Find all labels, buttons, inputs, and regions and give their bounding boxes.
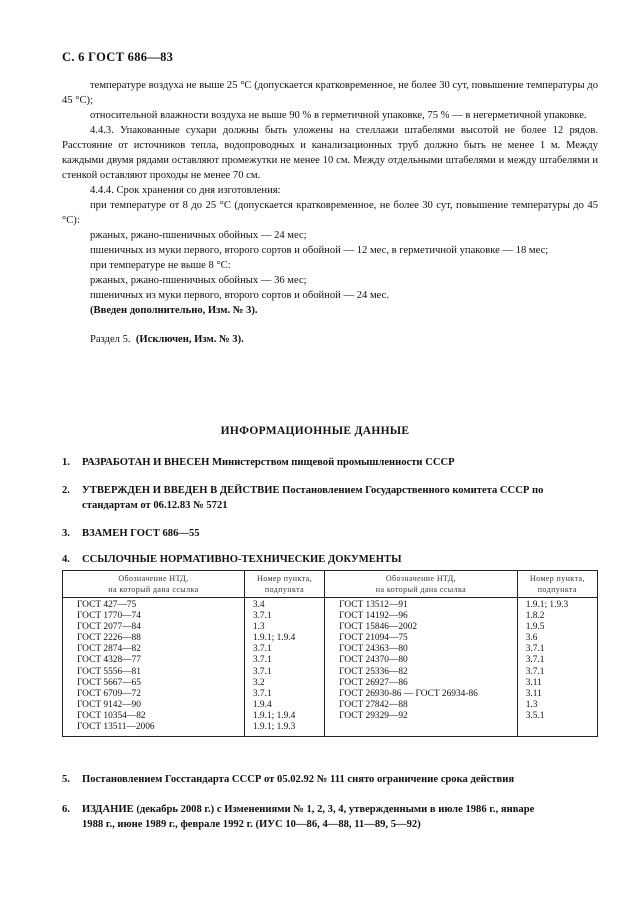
point-cell: 3.11 bbox=[517, 689, 597, 700]
ntd-cell: ГОСТ 1770—74 bbox=[77, 611, 141, 622]
item-number: 1. bbox=[62, 457, 70, 468]
ntd-cell: ГОСТ 29329—92 bbox=[325, 711, 518, 722]
storage-text bbox=[62, 78, 598, 347]
point-cell: 1.9.5 bbox=[517, 622, 597, 633]
table-row bbox=[63, 722, 598, 737]
ntd-cell: ГОСТ 5556—81 bbox=[77, 666, 141, 677]
ntd-cell: ГОСТ 2874—82 bbox=[77, 644, 141, 655]
paragraph: при температуре не выше 8 °С: bbox=[90, 260, 231, 271]
section5-line bbox=[62, 332, 598, 347]
item-continuation: 1988 г., июне 1989 г., феврале 1992 г. (ИУС 10—86, 4—88, 11—89, 5—92) bbox=[82, 819, 421, 830]
item-lead: ИЗДАНИЕ (декабрь 2008 г.) с Изменениями № 1, 2, 3, 4, утвержденными в июле 1986 г., январе bbox=[82, 804, 535, 815]
point-cell: 3.7.1 bbox=[517, 667, 597, 678]
item-lead: РАЗРАБОТАН И ВНЕСЕН bbox=[82, 457, 210, 468]
ntd-cell: ГОСТ 2226—88 bbox=[77, 633, 141, 644]
table-row bbox=[63, 655, 598, 666]
ntd-cell: ГОСТ 26927—86 bbox=[325, 678, 518, 689]
section5-note: (Исключен, Изм. № 3). bbox=[135, 334, 244, 345]
paragraph: 4.4.4. Срок хранения со дня изготовления: bbox=[90, 185, 281, 196]
table-row bbox=[63, 711, 598, 722]
point-cell: 3.7.1 bbox=[244, 655, 324, 666]
paragraph: пшеничных из муки первого, второго сортов и обойной — 24 мес. bbox=[90, 290, 389, 301]
item-number: 4. bbox=[62, 554, 70, 565]
ntd-cell: ГОСТ 9142—90 bbox=[77, 699, 141, 710]
paragraph: пшеничных из муки первого, второго сортов и обойной — 12 мес, в герметичной упаковке — 18 мес; bbox=[90, 245, 549, 256]
item-lead: Постановлением Госстандарта СССР от 05.02.92 № 111 снято ограничение срока действия bbox=[82, 774, 515, 785]
table-row bbox=[63, 700, 598, 711]
paragraph: 4.4.3. Упакованные сухари должны быть уложены на стеллажи штабелями высотой не более 12 рядов. Расстояние от источников тепла, водопроводных и канализационных труб должно быть не менее 1 м. Между каждыми двумя рядами оставляют промежутки не менее 10 см. Между отдельными штабелями и между штабелями и стенкой оставляют проходы не менее 70 см. bbox=[62, 125, 598, 181]
paragraph: при температуре от 8 до 25 °С (допускается кратковременное, не более 30 сут, повышение температуры до 45 °С): bbox=[62, 200, 598, 226]
ntd-cell: ГОСТ 25336—82 bbox=[325, 667, 518, 678]
ntd-cell: ГОСТ 6709—72 bbox=[77, 688, 141, 699]
reference-table bbox=[62, 570, 598, 737]
table-row bbox=[63, 667, 598, 678]
point-cell: 1.9.1; 1.9.4 bbox=[244, 633, 324, 644]
col-header-point: Номер пункта, подпункта bbox=[517, 571, 597, 598]
item-continuation: стандартам от 06.12.83 № 5721 bbox=[82, 500, 228, 511]
point-cell: 3.5.1 bbox=[517, 711, 597, 722]
paragraph: относительной влажности воздуха не выше 90 % в герметичной упаковке, 75 % — в негерметичной упаковке. bbox=[90, 110, 587, 121]
table-row bbox=[63, 598, 598, 612]
table-row bbox=[63, 622, 598, 633]
ntd-cell: ГОСТ 27842—88 bbox=[325, 700, 518, 711]
point-cell: 3.7.1 bbox=[244, 689, 324, 700]
paragraph: ржаных, ржано-пшеничных обойных — 36 мес; bbox=[90, 275, 307, 286]
point-cell: 3.7.1 bbox=[244, 644, 324, 655]
point-cell bbox=[517, 722, 597, 737]
table-row bbox=[63, 633, 598, 644]
item-lead: ССЫЛОЧНЫЕ НОРМАТИВНО-ТЕХНИЧЕСКИЕ ДОКУМЕНТЫ bbox=[82, 554, 402, 565]
ntd-cell: ГОСТ 24363—80 bbox=[325, 644, 518, 655]
point-cell: 1.8.2 bbox=[517, 611, 597, 622]
ntd-cell: ГОСТ 15846—2002 bbox=[325, 622, 518, 633]
info-item-5 bbox=[62, 772, 602, 787]
col-header-ntd: Обозначение НТД, на который дана ссылка bbox=[325, 571, 518, 598]
ntd-cell: ГОСТ 24370—80 bbox=[325, 655, 518, 666]
table-row bbox=[63, 689, 598, 700]
info-item-3 bbox=[62, 526, 602, 541]
point-cell: 1.9.1; 1.9.3 bbox=[517, 598, 597, 612]
point-cell: 3.7.1 bbox=[244, 667, 324, 678]
ntd-cell: ГОСТ 427—75 bbox=[77, 600, 137, 610]
item-number: 2. bbox=[62, 485, 70, 496]
point-cell: 1.9.4 bbox=[244, 700, 324, 711]
ntd-cell: ГОСТ 21094—75 bbox=[325, 633, 518, 644]
section5-prefix: Раздел 5. bbox=[90, 334, 131, 345]
info-title: ИНФОРМАЦИОННЫЕ ДАННЫЕ bbox=[220, 425, 410, 437]
point-cell: 1.9.1; 1.9.3 bbox=[244, 722, 324, 737]
point-cell: 3.4 bbox=[244, 598, 324, 612]
table-row bbox=[63, 678, 598, 689]
paragraph: ржаных, ржано-пшеничных обойных — 24 мес; bbox=[90, 230, 307, 241]
point-cell: 3.2 bbox=[244, 678, 324, 689]
ntd-cell: ГОСТ 10354—82 bbox=[77, 710, 146, 721]
item-lead: ВЗАМЕН ГОСТ 686—55 bbox=[82, 528, 200, 539]
ntd-cell: ГОСТ 2077—84 bbox=[77, 622, 141, 633]
page-header: С. 6 ГОСТ 686—83 bbox=[62, 50, 174, 64]
ntd-cell: ГОСТ 4328—77 bbox=[77, 655, 141, 666]
reference-table-body bbox=[63, 598, 598, 737]
item-number: 3. bbox=[62, 528, 70, 539]
point-cell: 1.3 bbox=[517, 700, 597, 711]
paragraph: температуре воздуха не выше 25 °С (допускается кратковременное, не более 30 сут, повышение температуры до 45 °С); bbox=[62, 80, 598, 106]
table-row bbox=[63, 611, 598, 622]
info-item-6 bbox=[62, 802, 602, 832]
point-cell: 3.7.1 bbox=[244, 611, 324, 622]
info-item-1 bbox=[62, 455, 602, 470]
table-row bbox=[63, 644, 598, 655]
ntd-cell: ГОСТ 26930-86 — ГОСТ 26934-86 bbox=[325, 689, 518, 700]
ntd-cell: ГОСТ 13512—91 bbox=[325, 598, 518, 612]
point-cell: 1.3 bbox=[244, 622, 324, 633]
col-header-ntd: Обозначение НТД, на который дана ссылка bbox=[63, 571, 245, 598]
ntd-cell: ГОСТ 13511—2006 bbox=[77, 722, 155, 733]
ntd-cell bbox=[325, 722, 518, 737]
ntd-cell: ГОСТ 14192—96 bbox=[325, 611, 518, 622]
point-cell: 3.11 bbox=[517, 678, 597, 689]
item-lead: УТВЕРЖДЕН И ВВЕДЕН В ДЕЙСТВИЕ bbox=[82, 485, 280, 496]
item-rest: Постановлением Государственного комитета СССР по bbox=[282, 485, 544, 496]
info-item-4 bbox=[62, 552, 602, 567]
item-rest: Министерством пищевой промышленности СССР bbox=[211, 457, 455, 468]
introduced-note: (Введен дополнительно, Изм. № 3). bbox=[90, 305, 258, 316]
ntd-cell: ГОСТ 5667—65 bbox=[77, 677, 141, 688]
item-number: 5. bbox=[62, 774, 70, 785]
point-cell: 1.9.1; 1.9.4 bbox=[244, 711, 324, 722]
col-header-point: Номер пункта, подпункта bbox=[244, 571, 324, 598]
info-item-2 bbox=[62, 483, 602, 513]
point-cell: 3.7.1 bbox=[517, 644, 597, 655]
point-cell: 3.6 bbox=[517, 633, 597, 644]
item-number: 6. bbox=[62, 804, 70, 815]
point-cell: 3.7.1 bbox=[517, 655, 597, 666]
